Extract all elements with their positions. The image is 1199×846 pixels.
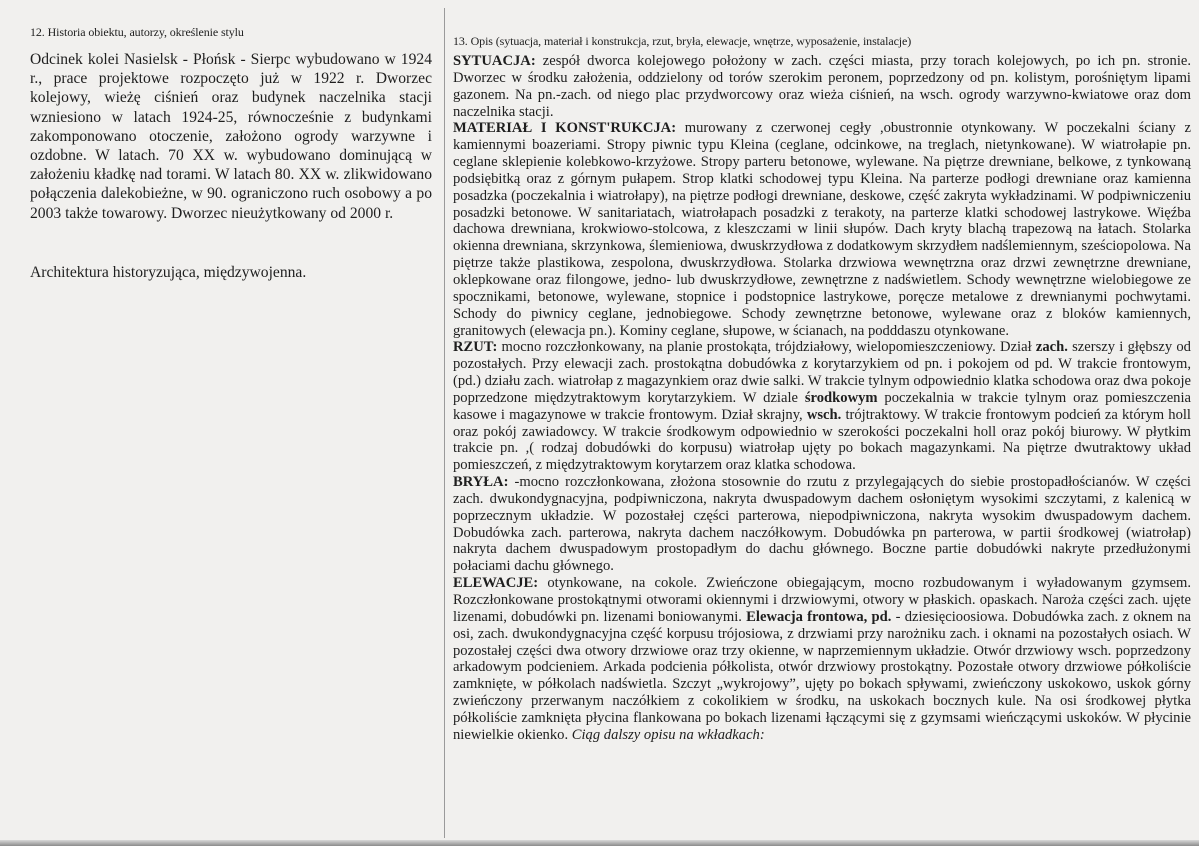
elewacje-heading: ELEWACJE: [453, 575, 539, 592]
history-text: Odcinek kolei Nasielsk - Płońsk - Sierpc wybudowano w 1924 r., prace projektowe rozpoczęto już w 1922 r. Dworzec kolejowy, wieżę ciśnień oraz budynek naczelnika stacji wzniesiono w latach 1924-25, równocześnie z budynkami zakomponowano otoczenie, założono ogrody warzywne i ozdobne. W latach. 70 XX w. wybudowano dominującą w założeniu kładkę nad torami. W latach 80. XX w. zlikwidowano połączenia dalekobieżne, w 90. ograniczono ruch osobowy a po 2003 także towarowy. Dworzec nieużytkowany od 2000 r. [30, 51, 432, 222]
section-12-label: 12. Historia obiektu, autorzy, określenie stylu [30, 25, 244, 39]
bryla-text: -mocno rozczłonkowana, złożona stosownie do rzutu z przylegających do siebie prostopadłościanów. W części zach. dwukondygnacyjna, podpiwniczona, nakryta dwuspadowym dachem osłoniętym wysokimi szczytami, z kalenicą w poprzecznym układzie. W pozostałej części parterowa, niepodpiwniczona, nakryta wysokim dwuspadowym dachem. Dobudówka zach. parterowa, nakryta dachem naczółkowym. Dobudówka pn parterowa, w partii środkowej (wiatrołap) nakryta dachem dwuspadowym prostopadłym do dachu głównego. Boczne partie dobudówki nakryte przedłużonymi połaciami dachu głównego. [453, 474, 1191, 575]
rzut-text: trójtraktowy. W trakcie frontowym podcień za którym holl oraz pokój zawiadowcy. W trakcie środkowym odpowiednio w szerokości poczekalni holl oraz pokój biurowy. W płytkim trakcie pn. ,( rodzaj dobudówki do korpusu) wiatrołap ujęty po bokach magazynkami. Na piętrze dwutraktowy układ pomieszczeń, z międzytraktowym korytarzem oraz klatka schodowa. [453, 406, 1191, 474]
bryla-heading: BRYŁA: [453, 474, 509, 491]
rzut-bold: wsch. [806, 406, 842, 423]
rzut-text: poczekalnia w trakcie tylnym oraz pomieszczenia kasowe i magazynowe w trakcie frontowym. Dział skrajny, [453, 389, 1192, 423]
style-text: Architektura historyzująca, międzywojenna. [30, 263, 307, 281]
section-13-label: 13. Opis (sytuacja, materiał i konstrukcja, rzut, bryła, elewacje, wnętrze, wyposażenie, instalacje) [453, 34, 912, 48]
section-13-description [453, 34, 1191, 744]
rzut-text: szerszy i głębszy od pozostałych. Przy elewacji zach. prostokątna dobudówka z korytarzykiem od pn. i pokojem od pd. W trakcie frontowym, (pd.) działu zach. wiatrołap z magazynkiem oraz dwie salki. W trakcie tylnym odpowiednio klatka schodowa oraz dwa pokoje poprzedzone międzytraktowym korytarzykiem. W dziale [453, 339, 1191, 406]
sytuacja-text: zespół dworca kolejowego położony w zach. części miasta, przy torach kolejowych, po ich pn. stronie. Dworzec w środku założenia, oddzielony od torów szerokim peronem, poprzedzony od pn. kolistym, porośniętym lipami gazonem. Na pn.-zach. od niego plac przydworcowy oraz wieża ciśnień, na wsch. ogrody warzywno-kwiatowe oraz dom naczelnika stacji. [453, 53, 1191, 120]
continued-note: Ciąg dalszy opisu na wkładkach: [571, 726, 765, 743]
rzut-paragraph [453, 339, 1191, 474]
bryla-paragraph [453, 474, 1191, 575]
rzut-text: mocno rozczłonkowany, na planie prostokąta, trójdziałowy, wielopomieszczeniowy. Dział [497, 339, 1036, 356]
column-divider [444, 8, 445, 838]
elewacje-paragraph [453, 575, 1191, 743]
sytuacja-paragraph [453, 53, 1191, 120]
section-12-history [30, 25, 432, 282]
material-text: murowany z czerwonej cegły ,obustronnie otynkowany. W poczekalni ściany z kamiennymi boazeriami. Stropy piwnic typu Kleina (ceglane, odcinkowe, na treglach, nietynkowane). W wiatrołapie pn. ceglane sklepienie kolebkowo-krzyżowe. Stropy parteru betonowe, wylewane. Na piętrze drewniane, belkowe, z tynkowaną podsiębitką oraz z górnym pułapem. Strop klatki schodowej typu Kleina. Na parterze podłogi drewniane oraz kamienna posadzka (poczekalnia i wiatrołapy), na piętrze podłogi drewniane, deskowe, część zakryta wykładzinami. W podpiwniczeniu posadzki betonowe. W sanitariatach, wiatrołapach posadzki z terakoty, na parterze klatki schodowej lastrykowe. Więźba dachowa drewniana, krokwiowo-stolcowa, z kleszczami w linii słupów. Dach kryty blachą trapezową na łatach. Stolarka okienna drewniana, skrzynkowa, ślemieniowa, dwuskrzydłowa z dodatkowym skrzydłem nadślemiennym, sześciopolowa. Na piętrze także plastikowa, zespolona, dwuskrzydłowa. Stolarka drzwiowa wewnętrzna oraz drzwi zewnętrzne drewniane, oklepkowane oraz filongowe, jedno- lub dwuskrzydłowe, zewnętrzne z nadświetlem. Schody wewnętrzne wielobiegowe ze spocznikami, betonowe, wylewane, stopnice i podstopnice lastrykowe, poręcze metalowe z drewnianymi pochwytami. Schody do piwnicy ceglane, jednobiegowe. Schody zewnętrzne betonowe, wylewane oraz z bloków kamiennych, granitowych (elewacja pn.). Kominy ceglane, słupowe, w ścianach, na podddaszu otynkowane. [453, 120, 1191, 339]
rzut-heading: RZUT: [453, 339, 498, 356]
rzut-bold: zach. [1035, 339, 1068, 356]
sytuacja-heading: SYTUACJA: [453, 53, 536, 69]
scan-bottom-edge [0, 840, 1199, 846]
material-paragraph [453, 120, 1191, 339]
material-heading: MATERIAŁ I KONST'RUKCJA: [453, 120, 677, 137]
elewacje-text: otynkowane, na cokole. Zwieńczone obiegającym, mocno rozbudowanym i wyładowanym gzymsem. Rozczłonkowane prostokątnymi otworami okiennymi i drzwiowymi, otwory w płaskich. opaskach. Naroża części zach. ujęte lizenami, dobudówki pn. lizenami boniowanymi. [453, 575, 1191, 625]
elewacje-bold: Elewacja frontowa, pd. [746, 608, 892, 625]
rzut-bold: środkowym [804, 389, 878, 406]
elewacje-text: - dziesięcioosiowa. Dobudówka zach. z oknem na osi, zach. dwukondygnacyjna część korpusu trójosiowa, z drzwiami przy narożniku zach. i oknami na pozostałych osiach. W pozostałej części dwa otwory drzwiowe oraz trzy okienne, w naprzemiennym układzie. Otwór drzwiowy wsch. poprzedzony arkadowym podcieniem. Arkada podcienia półkolista, otwór drzwiowy prostokątny. Pozostałe otwory drzwiowe półkoliście zamknięte, w półkolach nadświetla. Szczyt „wykrojowy”, ujęty po bokach spływami, zwieńczony uskokowo, uskok górny zwieńczony przerwanym naczółkiem z cokolikiem w środku, na uskokach bocznych kule. Na osi środkowej płytka półkoliście zamknięta płycina flankowana po bokach lizenami łączącymi się z gzymsami wieńczącymi uskoków. W płycinie niewielkie okienko. [453, 608, 1191, 743]
